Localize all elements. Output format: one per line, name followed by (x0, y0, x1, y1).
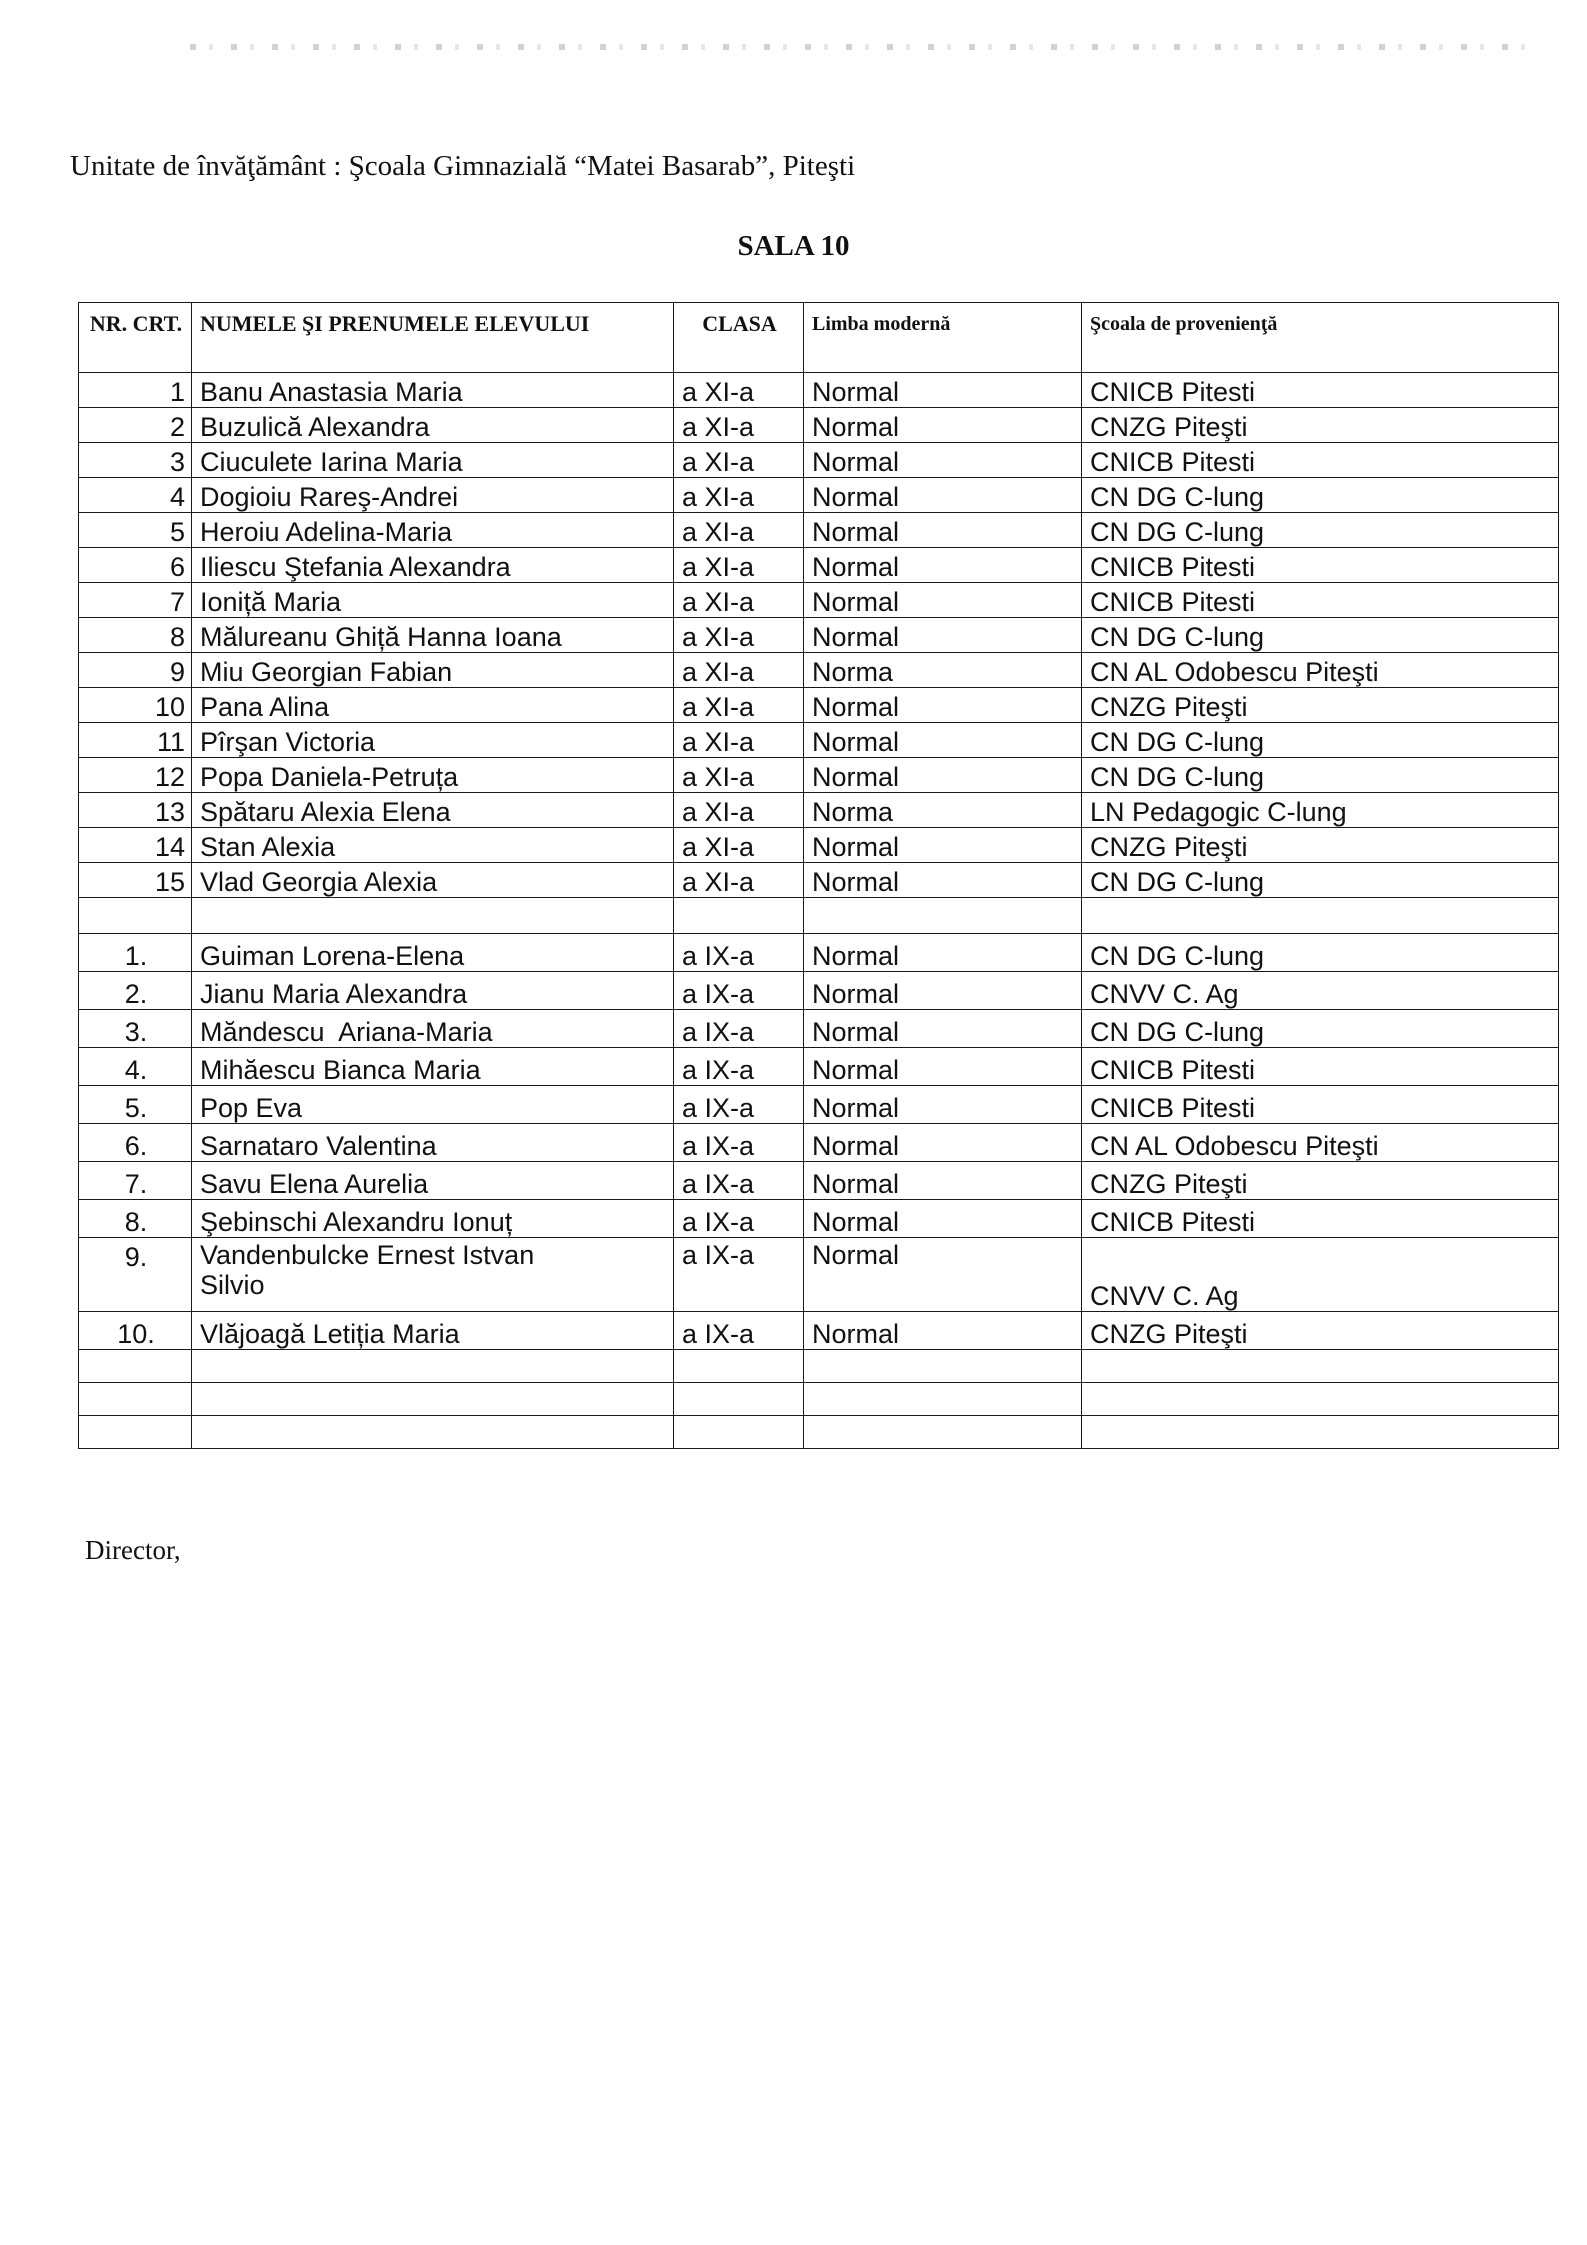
director-signature-label: Director, (85, 1535, 181, 1565)
table-row (79, 793, 1559, 828)
empty-row (79, 1383, 1559, 1416)
cell-scoala: CN DG C-lung (1082, 478, 1559, 513)
cell-nume-line2: Silvio (200, 1270, 265, 1300)
cell-clasa: a IX-a (674, 1086, 804, 1124)
cell-nume: Heroiu Adelina-Maria (192, 513, 674, 548)
empty-row (79, 1416, 1559, 1449)
cell-clasa: a XI-a (674, 828, 804, 863)
cell-nume: Mălureanu Ghiță Hanna Ioana (192, 618, 674, 653)
cell-scoala: CNZG Piteşti (1082, 1312, 1559, 1350)
cell-clasa: a IX-a (674, 1162, 804, 1200)
table-row (79, 1238, 1559, 1312)
cell-limba: Normal (804, 548, 1082, 583)
cell-nume: Spătaru Alexia Elena (192, 793, 674, 828)
cell-nr: 12 (79, 758, 192, 793)
cell-nume: Iliescu Ştefania Alexandra (192, 548, 674, 583)
cell-clasa: a IX-a (674, 934, 804, 972)
cell-nr: 2 (79, 408, 192, 443)
cell-nr: 3 (79, 443, 192, 478)
cell-nr: 3. (79, 1010, 192, 1048)
table-row (79, 373, 1559, 408)
room-title: SALA 10 (737, 230, 850, 262)
cell-clasa: a IX-a (674, 1312, 804, 1350)
cell-clasa: a IX-a (674, 1124, 804, 1162)
cell-scoala: CN DG C-lung (1082, 513, 1559, 548)
cell-nr: 9. (79, 1238, 192, 1312)
table-row (79, 1312, 1559, 1350)
cell-nume: Savu Elena Aurelia (192, 1162, 674, 1200)
cell-clasa: a XI-a (674, 688, 804, 723)
cell-nume (192, 1238, 674, 1312)
table-row (79, 863, 1559, 898)
cell-scoala: CNZG Piteşti (1082, 688, 1559, 723)
cell-scoala: CN DG C-lung (1082, 863, 1559, 898)
cell-scoala: CN AL Odobescu Piteşti (1082, 653, 1559, 688)
cell-clasa: a XI-a (674, 478, 804, 513)
cell-scoala: CNVV C. Ag (1082, 972, 1559, 1010)
table-row (79, 972, 1559, 1010)
cell-clasa: a XI-a (674, 723, 804, 758)
cell-limba: Normal (804, 758, 1082, 793)
table-row (79, 1124, 1559, 1162)
col-header-nume: NUMELE ŞI PRENUMELE ELEVULUI (192, 303, 674, 373)
table-row (79, 583, 1559, 618)
cell-limba: Normal (804, 1124, 1082, 1162)
empty-row (79, 1350, 1559, 1383)
cell-nr: 11 (79, 723, 192, 758)
student-table (78, 302, 1559, 1449)
cell-nr: 7. (79, 1162, 192, 1200)
cell-nume: Pana Alina (192, 688, 674, 723)
cell-limba: Normal (804, 1162, 1082, 1200)
cell-nume: Jianu Maria Alexandra (192, 972, 674, 1010)
cell-nume: Stan Alexia (192, 828, 674, 863)
table-row (79, 408, 1559, 443)
cell-clasa: a XI-a (674, 548, 804, 583)
separator-row (79, 898, 1559, 934)
table-row (79, 618, 1559, 653)
cell-limba: Normal (804, 443, 1082, 478)
table-row (79, 828, 1559, 863)
cell-limba: Normal (804, 1048, 1082, 1086)
table-row (79, 1010, 1559, 1048)
cell-nr: 8. (79, 1200, 192, 1238)
cell-nume: Vlăjoagă Letiția Maria (192, 1312, 674, 1350)
cell-nr: 9 (79, 653, 192, 688)
cell-nume: Miu Georgian Fabian (192, 653, 674, 688)
cell-nume: Şebinschi Alexandru Ionuț (192, 1200, 674, 1238)
cell-nume: Banu Anastasia Maria (192, 373, 674, 408)
cell-nume: Sarnataro Valentina (192, 1124, 674, 1162)
cell-nume: Pîrşan Victoria (192, 723, 674, 758)
cell-limba: Normal (804, 972, 1082, 1010)
table-row (79, 758, 1559, 793)
table-row (79, 653, 1559, 688)
cell-scoala: CN DG C-lung (1082, 618, 1559, 653)
cell-clasa: a XI-a (674, 373, 804, 408)
cell-limba: Normal (804, 1312, 1082, 1350)
table-row (79, 1048, 1559, 1086)
cell-clasa: a XI-a (674, 513, 804, 548)
cell-nume-line1: Vandenbulcke Ernest Istvan (200, 1240, 535, 1270)
cell-clasa: a XI-a (674, 653, 804, 688)
cell-scoala: CNICB Pitesti (1082, 373, 1559, 408)
cell-scoala: LN Pedagogic C-lung (1082, 793, 1559, 828)
cell-scoala: CNICB Pitesti (1082, 1048, 1559, 1086)
table-row (79, 443, 1559, 478)
cell-limba: Normal (804, 1238, 1082, 1312)
cell-clasa: a XI-a (674, 618, 804, 653)
cell-nume: Ciuculete Iarina Maria (192, 443, 674, 478)
table-row (79, 1200, 1559, 1238)
cell-clasa: a XI-a (674, 443, 804, 478)
cell-limba: Normal (804, 688, 1082, 723)
cell-nr: 4. (79, 1048, 192, 1086)
cell-nr: 15 (79, 863, 192, 898)
cell-nr: 1 (79, 373, 192, 408)
cell-nr: 2. (79, 972, 192, 1010)
cell-nr: 13 (79, 793, 192, 828)
cell-limba: Norma (804, 793, 1082, 828)
cell-limba: Normal (804, 723, 1082, 758)
cell-scoala: CNICB Pitesti (1082, 1086, 1559, 1124)
cell-nr: 5 (79, 513, 192, 548)
cell-nume: Vlad Georgia Alexia (192, 863, 674, 898)
cell-scoala: CNICB Pitesti (1082, 583, 1559, 618)
table-row (79, 548, 1559, 583)
table-row (79, 513, 1559, 548)
table-row (79, 1162, 1559, 1200)
cell-limba: Normal (804, 828, 1082, 863)
cell-limba: Normal (804, 934, 1082, 972)
cell-limba: Normal (804, 583, 1082, 618)
cell-scoala: CN DG C-lung (1082, 934, 1559, 972)
cell-nr: 7 (79, 583, 192, 618)
table-row (79, 723, 1559, 758)
cell-scoala: CNZG Piteşti (1082, 828, 1559, 863)
cell-scoala: CN DG C-lung (1082, 723, 1559, 758)
cell-nume: Pop Eva (192, 1086, 674, 1124)
cell-nr: 1. (79, 934, 192, 972)
cell-limba: Normal (804, 373, 1082, 408)
cell-scoala: CNZG Piteşti (1082, 408, 1559, 443)
cell-limba: Normal (804, 513, 1082, 548)
col-header-limba: Limba modernă (804, 303, 1082, 373)
cell-clasa: a XI-a (674, 863, 804, 898)
cell-nr: 14 (79, 828, 192, 863)
table-header-row (79, 303, 1559, 373)
cell-nr: 4 (79, 478, 192, 513)
cell-nume: Măndescu Ariana-Maria (192, 1010, 674, 1048)
cell-clasa: a IX-a (674, 1048, 804, 1086)
cell-nume: Mihăescu Bianca Maria (192, 1048, 674, 1086)
cell-clasa: a XI-a (674, 793, 804, 828)
cell-nr: 6. (79, 1124, 192, 1162)
cell-clasa: a IX-a (674, 1010, 804, 1048)
cell-scoala: CN AL Odobescu Piteşti (1082, 1124, 1559, 1162)
table-row (79, 934, 1559, 972)
cell-limba: Norma (804, 653, 1082, 688)
cell-clasa: a IX-a (674, 972, 804, 1010)
cell-nume: Buzulică Alexandra (192, 408, 674, 443)
col-header-nr: NR. CRT. (79, 303, 192, 373)
cell-limba: Normal (804, 1086, 1082, 1124)
cell-clasa: a IX-a (674, 1238, 804, 1312)
scan-artifact (190, 44, 1530, 50)
cell-nr: 10. (79, 1312, 192, 1350)
cell-scoala: CN DG C-lung (1082, 758, 1559, 793)
cell-nr: 10 (79, 688, 192, 723)
cell-scoala: CNZG Piteşti (1082, 1162, 1559, 1200)
cell-nr: 8 (79, 618, 192, 653)
table-row (79, 1086, 1559, 1124)
cell-nume: Dogioiu Rareş-Andrei (192, 478, 674, 513)
table-row (79, 688, 1559, 723)
cell-nume: Guiman Lorena-Elena (192, 934, 674, 972)
cell-clasa: a XI-a (674, 758, 804, 793)
cell-limba: Normal (804, 618, 1082, 653)
institution-header: Unitate de învăţământ : Şcoala Gimnazială “Matei Basarab”, Piteşti (70, 150, 856, 182)
cell-clasa: a IX-a (674, 1200, 804, 1238)
col-header-clasa: CLASA (674, 303, 804, 373)
cell-scoala: CNICB Pitesti (1082, 548, 1559, 583)
cell-nr: 6 (79, 548, 192, 583)
cell-limba: Normal (804, 863, 1082, 898)
cell-scoala: CNVV C. Ag (1082, 1238, 1559, 1312)
cell-clasa: a XI-a (674, 583, 804, 618)
cell-scoala: CNICB Pitesti (1082, 443, 1559, 478)
cell-nume: Popa Daniela-Petruța (192, 758, 674, 793)
cell-scoala: CN DG C-lung (1082, 1010, 1559, 1048)
cell-clasa: a XI-a (674, 408, 804, 443)
cell-limba: Normal (804, 478, 1082, 513)
cell-scoala: CNICB Pitesti (1082, 1200, 1559, 1238)
cell-limba: Normal (804, 408, 1082, 443)
cell-nr: 5. (79, 1086, 192, 1124)
cell-limba: Normal (804, 1200, 1082, 1238)
col-header-scoala: Şcoala de provenienţă (1082, 303, 1559, 373)
table-row (79, 478, 1559, 513)
cell-nume: Ioniță Maria (192, 583, 674, 618)
cell-limba: Normal (804, 1010, 1082, 1048)
